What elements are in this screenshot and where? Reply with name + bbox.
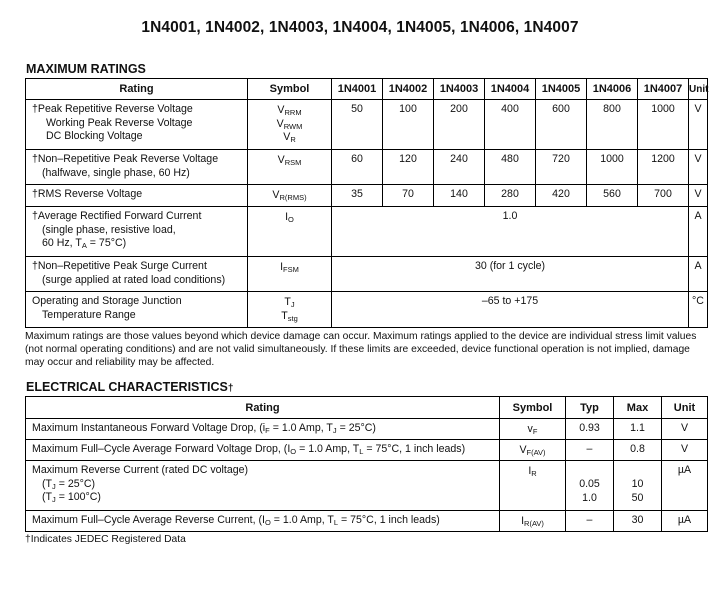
value-cell: 1000 (638, 100, 689, 150)
table-row (26, 461, 708, 511)
rating-cell: Maximum Full–Cycle Average Reverse Current, ($I_O = 1.0$ Amp, $T_L = 75^\circ C$, 1 inch leads) (26, 511, 500, 532)
rating-text: †Non–Repetitive Peak Reverse Voltage (32, 153, 219, 165)
symbol-cell: $V_{F(AV)}$ (500, 440, 566, 461)
rating-cell: Maximum Reverse Current (rated DC voltage) $(T_J = 25^\circ C)$ $(T_J = 100^\circ C)$ (26, 461, 500, 511)
value-cell: 700 (638, 185, 689, 207)
value-cell: 240 (434, 150, 485, 185)
rating-text: †Non–Repetitive Peak Surge Current (32, 260, 207, 272)
symbol: $I_O$ (285, 211, 294, 224)
rating-text: Operating and Storage Junction (32, 295, 182, 307)
col-header-1n4007: 1N4007 (638, 79, 689, 100)
table-row (26, 207, 708, 257)
rating-cell (26, 150, 248, 185)
col-header-1n4004: 1N4004 (485, 79, 536, 100)
symbol-cell (248, 150, 332, 185)
symbol-cell (248, 100, 332, 150)
rating-text: †Peak Repetitive Reverse Voltage (32, 103, 193, 115)
typ-cell: – (566, 511, 614, 532)
rating-text: DC Blocking Voltage (46, 130, 143, 142)
col-header-1n4001: 1N4001 (332, 79, 383, 100)
col-header-rating: Rating (26, 397, 500, 419)
rating-cell: Maximum Instantaneous Forward Voltage Drop, ($i_F = 1.0$ Amp, $T_J = 25^\circ C$) (26, 419, 500, 440)
symbol-cell (248, 292, 332, 328)
symbol: $I_{FSM}$ (280, 261, 299, 274)
dagger-mark: † (227, 383, 234, 394)
elec-header-row (26, 397, 708, 419)
unit-cell: V (662, 419, 708, 440)
value-cell: 600 (536, 100, 587, 150)
rating-text: Temperature Range (42, 308, 136, 321)
unit-cell: °C (689, 292, 708, 328)
elec-heading: ELECTRICAL CHARACTERISTICS† (26, 380, 234, 394)
col-header-symbol: Symbol (248, 79, 332, 100)
value-cell: 140 (434, 185, 485, 207)
value-cell: 1000 (587, 150, 638, 185)
rating-cell (26, 292, 248, 328)
page-title: 1N4001, 1N4002, 1N4003, 1N4004, 1N4005, 1N4006, 1N4007 (141, 19, 579, 36)
value-cell: 30 (for 1 cycle) (332, 257, 689, 292)
symbol-cell: $v_F$ (500, 419, 566, 440)
value-cell: 100 (383, 100, 434, 150)
rating-text: Working Peak Reverse Voltage (46, 116, 193, 129)
value-cell: 720 (536, 150, 587, 185)
rating-text: (single phase, resistive load, (42, 223, 176, 236)
typ-cell: 0.05 1.0 (566, 461, 614, 511)
rating-text: (halfwave, single phase, 60 Hz) (42, 166, 190, 179)
max-cell: 1.1 (614, 419, 662, 440)
symbol: $T_{stg}$ (281, 309, 298, 323)
table-row (26, 511, 708, 532)
col-header-rating: Rating (26, 79, 248, 100)
elec-table (25, 396, 708, 532)
value-cell: 60 (332, 150, 383, 185)
unit-cell: V (689, 100, 708, 150)
unit-cell: A (689, 257, 708, 292)
symbol-cell: $I_R$ (500, 461, 566, 511)
rating-cell (26, 185, 248, 207)
symbol-cell (248, 185, 332, 207)
symbol: $V_R$ (283, 131, 296, 144)
symbol-cell: $I_{R(AV)}$ (500, 511, 566, 532)
value-cell: 400 (485, 100, 536, 150)
value-cell: 560 (587, 185, 638, 207)
rating-text: †RMS Reverse Voltage (32, 188, 143, 200)
max-ratings-header-row (26, 79, 708, 100)
col-header-symbol: Symbol (500, 397, 566, 419)
symbol-cell (248, 257, 332, 292)
rating-text: †Average Rectified Forward Current (32, 210, 202, 222)
jedec-footnote: †Indicates JEDEC Registered Data (25, 534, 186, 545)
value-cell: 200 (434, 100, 485, 150)
rating-cell (26, 207, 248, 257)
max-ratings-heading: MAXIMUM RATINGS (26, 62, 146, 76)
col-header-typ: Typ (566, 397, 614, 419)
unit-cell: V (689, 150, 708, 185)
max-cell: 0.8 (614, 440, 662, 461)
unit-cell: V (662, 440, 708, 461)
col-header-unit: Unit (689, 79, 708, 100)
col-header-max: Max (614, 397, 662, 419)
max-ratings-table (25, 78, 708, 328)
value-cell: 35 (332, 185, 383, 207)
value-cell: 1200 (638, 150, 689, 185)
value-cell: 50 (332, 100, 383, 150)
col-header-1n4005: 1N4005 (536, 79, 587, 100)
value-cell: 480 (485, 150, 536, 185)
typ-cell: – (566, 440, 614, 461)
rating-cell: Maximum Full–Cycle Average Forward Voltage Drop, ($I_O = 1.0$ Amp, $T_L = 75^\circ C$, 1 inch leads) (26, 440, 500, 461)
unit-cell: V (689, 185, 708, 207)
symbol: $T_J$ (284, 296, 295, 309)
table-row (26, 419, 708, 440)
table-row (26, 440, 708, 461)
unit-cell: µA (662, 511, 708, 532)
table-row (26, 150, 708, 185)
unit-cell: µA (662, 461, 708, 511)
value-cell: 800 (587, 100, 638, 150)
unit-cell: A (689, 207, 708, 257)
symbol: $V_{RRM}$ (277, 104, 302, 117)
value-cell: 70 (383, 185, 434, 207)
max-cell: 10 50 (614, 461, 662, 511)
symbol: $V_{R(RMS)}$ (272, 189, 307, 202)
max-ratings-note: Maximum ratings are those values beyond which device damage can occur. Maximum ratings applied to the device are individual stress limit values (not normal operating conditions) and are not valid simultaneously. If these limits are exceeded, device functional operation is not implied, damage may occur and reliability may be affected. (25, 331, 697, 368)
value-cell: 120 (383, 150, 434, 185)
col-header-unit: Unit (662, 397, 708, 419)
rating-text: 60 Hz, $T_A = 75^\circ C$) (42, 237, 127, 250)
value-cell: 280 (485, 185, 536, 207)
rating-cell (26, 257, 248, 292)
symbol-cell (248, 207, 332, 257)
value-cell: –65 to +175 (332, 292, 689, 328)
rating-cell (26, 100, 248, 150)
table-row (26, 257, 708, 292)
value-cell: 1.0 (332, 207, 689, 257)
rating-text: (surge applied at rated load conditions) (42, 273, 226, 286)
max-cell: 30 (614, 511, 662, 532)
table-row (26, 185, 708, 207)
col-header-1n4006: 1N4006 (587, 79, 638, 100)
symbol: $V_{RSM}$ (277, 154, 302, 167)
value-cell: 420 (536, 185, 587, 207)
table-row (26, 292, 708, 328)
symbol: $V_{RWM}$ (276, 117, 303, 131)
typ-cell: 0.93 (566, 419, 614, 440)
table-row (26, 100, 708, 150)
col-header-1n4002: 1N4002 (383, 79, 434, 100)
col-header-1n4003: 1N4003 (434, 79, 485, 100)
